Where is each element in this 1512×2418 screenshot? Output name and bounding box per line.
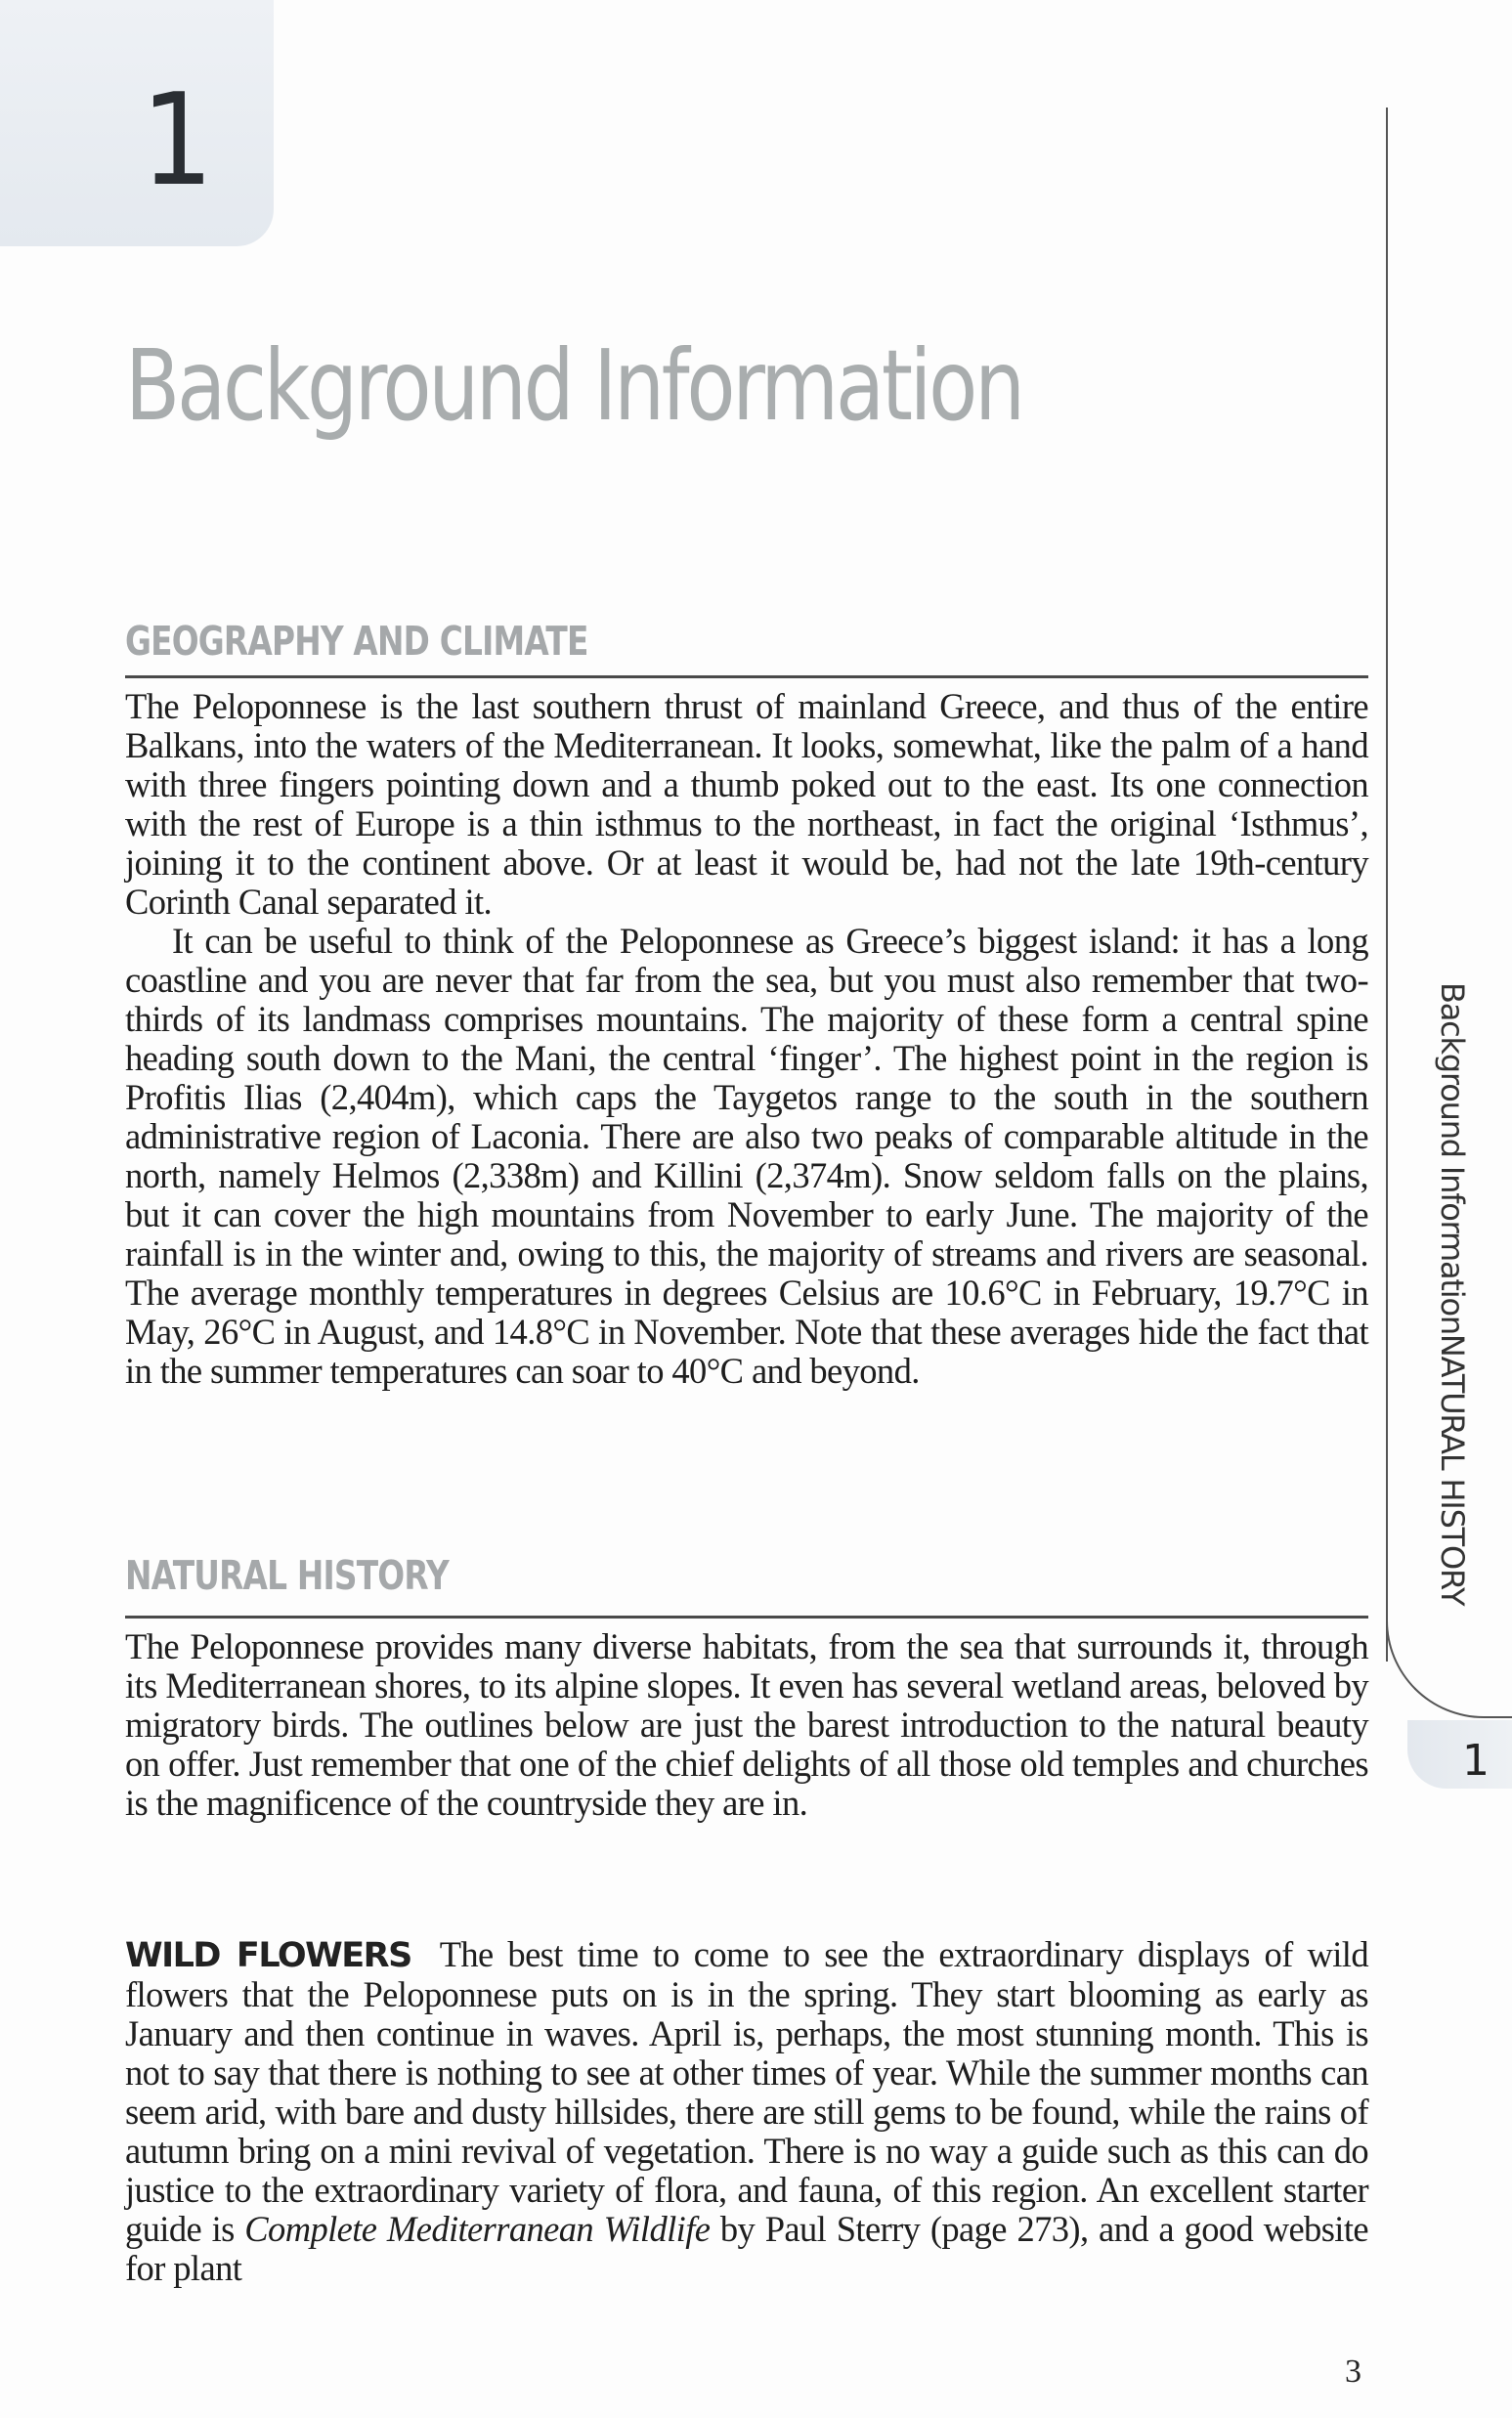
thumb-tab-rule <box>1386 108 1388 1662</box>
section-heading-natural-history: NATURAL HISTORY <box>125 1552 450 1599</box>
page-number: 3 <box>1345 2353 1361 2390</box>
section-divider <box>125 1616 1368 1619</box>
wild-flowers-text: The best time to come to see the extraordinary displays of wild flowers that the Peloponnese puts on is in the spring. They start blooming as early as January and then continue in waves. April is, perhaps, the most stunning month. This is not to say that there is nothing to see at other times of year. While the summer months can seem arid, with bare and dusty hillsides, there are still gems to be found, while the rains of autumn bring on a mini revival of vegetation. There is no way a guide such as this can do justice to the extraordinary variety of flora, and fauna, of this region. An excellent starter guide is <box>125 1934 1368 2249</box>
chapter-title: Background Information <box>125 328 1022 443</box>
book-title: Complete Mediterranean Wildlife <box>244 2209 711 2249</box>
run-in-heading-wild-flowers: WILD FLOWERS <box>125 1936 411 1975</box>
thumb-tab-section-label: NATURAL HISTORY <box>1434 1333 1471 1606</box>
chapter-number-tab <box>0 0 274 246</box>
thumb-tab-curve <box>1386 1603 1512 1718</box>
thumb-tab-chapter-label: Background Information <box>1434 982 1471 1334</box>
section-heading-geography: GEOGRAPHY AND CLIMATE <box>125 618 588 665</box>
chapter-number: 1 <box>141 65 214 214</box>
paragraph: The Peloponnese is the last southern thrust of mainland Greece, and thus of the entire Balkans, into the waters of the Mediterranean. It looks, somewhat, like the palm of a hand with three fingers pointing down and a thumb poked out to the east. Its one connection with the rest of Europe is a thin isthmus to the northeast, in fact the original ‘Isthmus’, joining it to the continent above. Or at least it would be, had not the late 19th-century Corinth Canal separated it. <box>125 686 1368 922</box>
wild-flowers-text-cont: by Paul Sterry (page 273), and a good website for plant <box>125 2209 1368 2288</box>
section-body-geography <box>125 687 1368 1391</box>
section-divider <box>125 675 1368 678</box>
thumb-tab-label <box>1434 982 1471 1605</box>
thumb-tab <box>1407 1720 1512 1789</box>
wild-flowers-paragraph <box>125 1935 1368 2288</box>
thumb-tab-chapter-number: 1 <box>1462 1736 1490 1786</box>
paragraph: It can be useful to think of the Peloponnese as Greece’s biggest island: it has a long coastline and you are never that far from the sea, but you must also remember that two-thirds of its landmass comprises mountains. The majority of these form a central spine heading south down to the Mani, the central ‘finger’. The highest point in the region is Profitis Ilias (2,404m), which caps the Taygetos range to the south in the southern administrative region of Laconia. There are also two peaks of comparable altitude in the north, namely Helmos (2,338m) and Killini (2,374m). Snow seldom falls on the plains, but it can cover the high mountains from November to early June. The majority of the rainfall is in the winter and, owing to this, the majority of streams and rivers are seasonal. The average monthly temperatures in degrees Celsius are 10.6°C in February, 19.7°C in May, 26°C in August, and 14.8°C in November. Note that these averages hide the fact that in the summer temperatures can soar to 40°C and beyond. <box>125 921 1368 1391</box>
paragraph: The Peloponnese provides many diverse habitats, from the sea that surrounds it, through its Mediterranean shores, to its alpine slopes. It even has several wetland areas, beloved by migratory birds. The outlines below are just the barest introduction to the natural beauty on offer. Just remember that one of the chief delights of all those old temples and churches is the magnificence of the countryside they are in. <box>125 1626 1368 1823</box>
section-body-natural-history <box>125 1627 1368 1823</box>
